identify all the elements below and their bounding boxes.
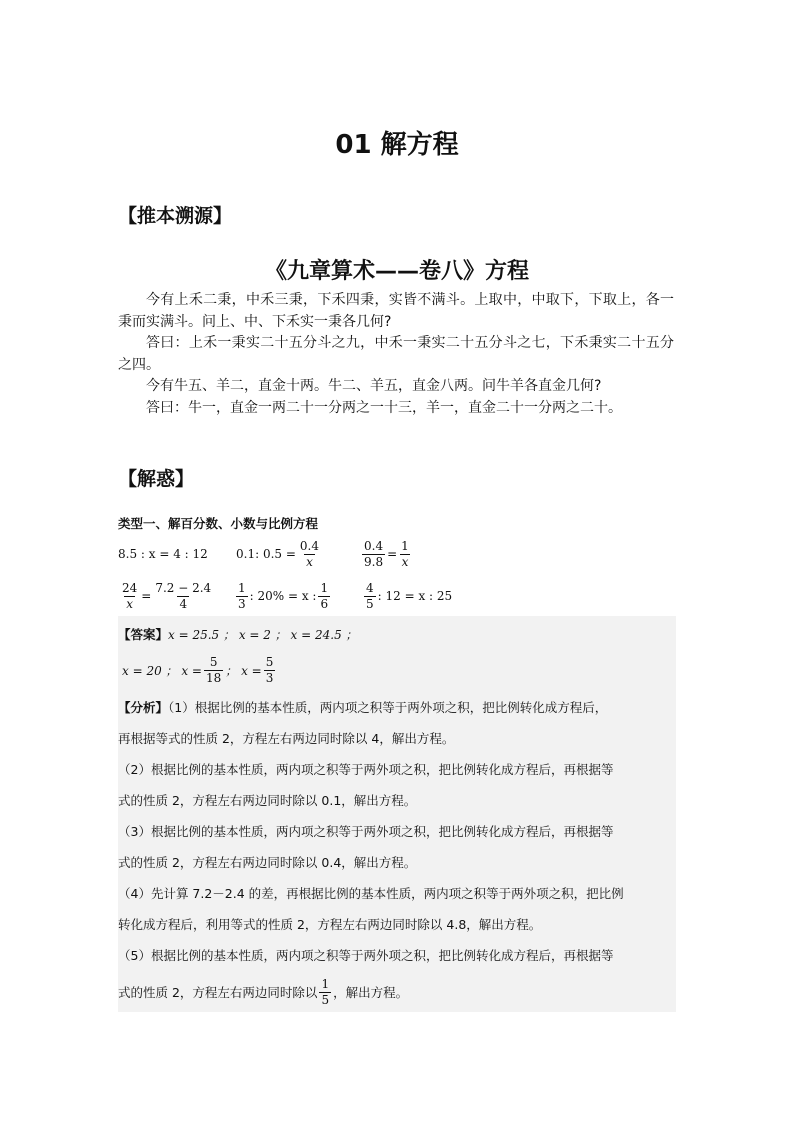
answer-tag: 【答案】 [118,627,169,642]
fraction-numerator: 1 [401,538,409,553]
equation-6 [362,576,452,616]
analysis-line: 转化成方程后，利用等式的性质 2，方程左右两边同时除以 4.8，解出方程。 [118,917,542,932]
analysis-line: （2）根据比例的基本性质，两内项之积等于两外项之积，把比例转化成方程后，再根据等 [118,762,614,777]
fraction-denominator: x [401,554,409,569]
fraction-numerator: 0.4 [299,538,319,553]
fraction [298,539,321,570]
analysis-line [118,698,674,716]
fraction [153,581,213,612]
analysis-line: （3）根据比例的基本性质，两内项之积等于两外项之积，把比例转化成方程后，再根据等 [118,824,614,839]
fraction [264,655,276,686]
answer-line-1 [118,624,358,644]
analysis-tag: 【分析】 [118,700,169,715]
fraction [319,977,331,1008]
equation-text: : 20% = x : [249,589,317,603]
classic-paragraph: 今有牛五、羊二，直金十两。牛二、羊五，直金八两。问牛羊各直金几何? [146,378,602,394]
fraction-numerator: 7.2 − 2.4 [155,580,212,595]
equation-4 [118,576,215,616]
fraction-denominator: 3 [238,596,246,611]
classic-text [118,290,674,419]
fraction-denominator: x [306,554,313,569]
analysis-line: 再根据等式的性质 2，方程左右两边同时除以 4，解出方程。 [118,731,455,746]
analysis-text: ，解出方程。 [333,985,409,1000]
fraction-denominator: 5 [366,596,374,611]
classic-title: 《九章算术——卷八》方程 [264,259,529,284]
fraction-numerator: 0.4 [364,538,384,553]
classic-paragraph: 答曰：上禾一秉实二十五分斗之九，中禾一秉实二十五分斗之七，下禾秉实二十五分之四。 [118,335,674,373]
analysis-line: （4）先计算 7.2－2.4 的差，再根据比例的基本性质，两内项之积等于两外项之积，把比例 [118,886,624,901]
page-title: 01 解方程 [335,130,459,160]
equation-text: = [387,547,398,561]
fraction-numerator: 5 [209,654,218,669]
equation-text: = [141,589,152,603]
fraction [120,581,139,612]
fraction-numerator: 1 [320,580,329,595]
equation-1: 8.5 : x = 4 : 12 [118,547,208,561]
fraction-numerator: 5 [265,654,274,669]
equation-3 [360,534,413,574]
analysis-text: 式的性质 2，方程左右两边同时除以 [118,985,318,1000]
fraction-denominator: 9.8 [364,554,384,569]
section-heading-trace: 【推本溯源】 [118,205,233,227]
fraction-numerator: 1 [321,976,330,991]
fraction-denominator: 18 [206,670,222,685]
answer-line-2 [122,650,277,690]
fraction [399,539,411,570]
fraction [364,581,376,612]
fraction-denominator: 5 [321,992,330,1007]
classic-paragraph: 答曰：牛一，直金一两二十一分两之一十三，羊一，直金二十一分两之二十。 [146,399,622,416]
equation-5 [234,576,332,616]
analysis-text: （1）根据比例的基本性质，两内项之积等于两外项之积，把比例转化成方程后， [168,700,608,715]
fraction [318,581,330,612]
equation-text: : 12 = x : 25 [377,589,453,603]
answer-values: x = 25.5 ； x = 2 ； x = 24.5 ； [168,627,358,642]
classic-paragraph: 今有上禾二秉，中禾三秉，下禾四秉，实皆不满斗。上取中，中取下，下取上，各一秉而实满斗。问上、中、下禾实一秉各几何? [118,292,674,330]
answer-box [118,616,676,1012]
answer-values: x = 20 ； x = [122,663,202,678]
fraction [204,655,223,686]
analysis-line: 式的性质 2，方程左右两边同时除以 0.4，解出方程。 [118,855,417,870]
fraction-denominator: 6 [320,596,329,611]
type-heading: 类型一、解百分数、小数与比例方程 [118,516,319,531]
answer-values: ； x = [225,663,262,678]
section-heading-solve: 【解惑】 [118,468,195,490]
fraction-numerator: 1 [238,580,246,595]
fraction-denominator: 3 [265,670,274,685]
fraction [362,539,385,570]
fraction-numerator: 4 [366,580,374,595]
equation-2 [236,534,323,574]
analysis-line-last [118,972,408,1012]
analysis-line: 式的性质 2，方程左右两边同时除以 0.1，解出方程。 [118,793,417,808]
fraction [236,581,248,612]
fraction-numerator: 24 [122,580,138,595]
fraction-denominator: 4 [179,596,188,611]
fraction-denominator: x [126,596,134,611]
equation-text: 0.1: 0.5 = [236,547,296,561]
analysis-line: （5）根据比例的基本性质，两内项之积等于两外项之积，把比例转化成方程后，再根据等 [118,948,614,963]
